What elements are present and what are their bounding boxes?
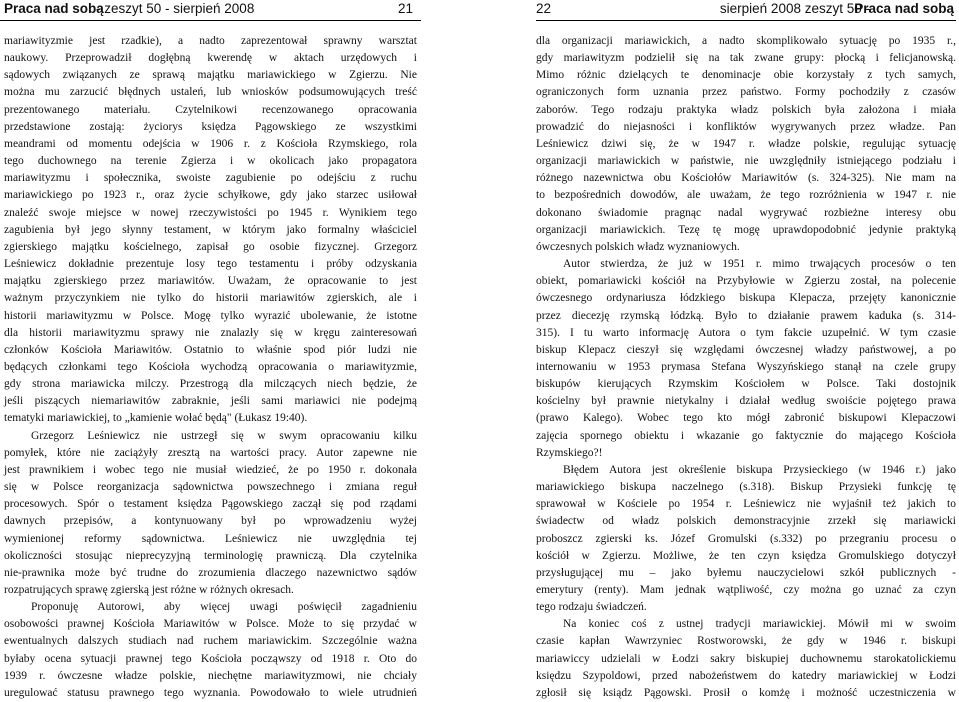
text-line: mariawickiego biskupa naczelnego (s.318). Biskup Przysieki funkcję tę	[536, 481, 956, 494]
text-line: zgierskiego majątku kościelnego, zapisał go osobie fizycznej. Grzegorz	[4, 240, 417, 253]
left-page-header	[0, 0, 421, 21]
text-line: mariawickiego po 1923 r., oraz życie schyłkowe, gdy jako starzec usiłował	[4, 189, 417, 202]
text-line: Na koniec coś z ustnej tradycji mariawickiej. Mówił mi w swoim	[563, 618, 956, 631]
text-line: mariawityzmu i społecznika, swoiste zagubienie po odejściu z ruchu	[4, 172, 417, 185]
text-line: naukowy. Przeprowadził dogłębną kwerendę w aktach urzędowych i	[4, 52, 417, 65]
text-line: organizacji mariawickich. Tezę tę mogę uprawdopodobnić jedynie praktyką	[536, 223, 956, 236]
text-line: ewentualnych dalszych studiach nad ruchem mariawickim. Szczególnie ważna	[4, 635, 417, 648]
text-line: dawnych przepisów, a kontynuowany był po wprowadzeniu wyżej	[4, 515, 417, 528]
text-line: 315). I tu warto informację Autora o tym fakcie uzupełnić. W tym czasie	[536, 326, 956, 339]
text-line: przedstawione zostają: życiorys księdza Pągowskiego ze wszystkimi	[4, 120, 417, 133]
text-line: gdy strona mariawicka milczy. Przestrogą dla milczących niech będzie, że	[4, 378, 417, 391]
right-page	[536, 0, 956, 699]
text-line: uregulować statusu prawnego tego wyznania. Powodowało to wiele utrudnień	[4, 686, 417, 699]
text-line: czasie kapłan Wawrzyniec Rostworowski, że gdy w 1946 r. biskupi	[536, 635, 956, 648]
text-line: nie-prawnika może być trudne do zrozumienia dlaczego nazewnictwo sądów	[4, 566, 417, 579]
text-line: ważnym przyczynkiem nie tylko do historii mariawitów zgierskich, ale i	[4, 292, 417, 305]
text-line: księdzu Szypoldowi, przed nabożeństwem do katedry mariawickiej w Łodzi	[536, 669, 956, 682]
text-line: zajęcia spornego obiektu i wkazanie go faktycznie do mającego Kościoła	[536, 429, 956, 442]
text-line: jest prawnikiem i wobec tego nie musiał wiedzieć, że po 1950 r. dokonała	[4, 463, 417, 476]
text-line: internowaniu w 1953 prymasa Stefana Wyszyńskiego stanął na czele grupy	[536, 360, 956, 373]
text-line: przysługującej mu – jako byłemu nauczycielowi szkół publicznych -	[536, 566, 956, 579]
left-body-text	[4, 33, 417, 702]
text-line: dla historii mariawityzmu sprawy nie znalazły się w kręgu zainteresowań	[4, 326, 417, 339]
text-line: biskupów kierujących Rzymskim Kościołem w Polsce. Taki dostojnik	[536, 378, 956, 391]
text-line: ograniczonych form uznania przez państwo. Formy pochodziły z czasów	[536, 86, 956, 99]
text-line: rozpatrujących sprawę zgierską jest różne w różnych okresach.	[4, 584, 294, 596]
text-line: zgłosił się ksiądz Pągowski. Prosił o komżę i możność uczestniczenia w	[536, 686, 956, 699]
text-line: świadectw od władz polskich demonstracyjnie zrzekł się mariawicki	[536, 515, 956, 528]
text-line: mariawityzmie jest rzadkie), a nadto zaprezentował sprawny warsztat	[4, 35, 417, 47]
text-line: prowadzić do niejasności i konfliktów wygrywanych przez władze. Pan	[536, 120, 956, 133]
text-line: historii mariawityzmu w Polsce. Mogę tylko wyrazić ubolewanie, że istotne	[4, 309, 417, 322]
page-number: 21	[397, 1, 413, 16]
text-line: zaborów. Tego rodzaju praktyka władz polskich była założona i miała	[536, 103, 956, 116]
series-info: sierpień 2008 zeszyt 50 -	[719, 1, 870, 16]
text-line: członków Kościoła Mariawitów. Ostatnio to właśnie spod piór ludzi nie	[4, 343, 417, 356]
text-line: tematyki mariawickiej, to „kamienie wołać będą" (Łukasz 19:40).	[4, 412, 308, 425]
text-line: można mu zarzucić błędnych ustaleń, lub wniosków podsumowujących treść	[4, 86, 417, 99]
text-line: będących członkami tego Kościoła wychodzą opracowania o mariawityzmie,	[4, 360, 417, 373]
text-line: się w Polsce reorganizacja sądownictwa powszechnego i zmiana reguł	[4, 481, 417, 494]
text-line: 1939 r. ówczesne władze polskie, niechętne mariawityzmowi, nie chciały	[4, 669, 417, 682]
text-line: tego duchownego na terenie Zgierza i w okolicach jako propagatora	[4, 155, 417, 168]
left-page	[0, 0, 421, 699]
text-line: sądowych związanych ze sprawą majątku mariawickiego w Zgierzu. Nie	[4, 69, 417, 82]
text-line: wymienionej reformy sądownictwa. Leśniewicz nie uwzględnia tej	[4, 532, 417, 545]
text-line: byłaby ocena sytuacji prawnej tego Kościoła począwszy od 1918 r. Oto do	[4, 652, 417, 665]
text-line: prezentowanego materiału. Czytelnikowi recenzowanego opracowania	[4, 103, 417, 116]
right-page-header	[536, 0, 956, 21]
text-line: przez diecezję rzymską łódzką. Było to działanie prawem kaduka (s. 314-	[536, 309, 956, 322]
text-line: (prawo Kalego). Wobec tego kto mógł zabronić biskupowi Klepaczowi	[536, 412, 956, 425]
text-line: proboszcz zgierski ks. Józef Gromulski (s.332) po przegraniu procesu o	[536, 532, 956, 545]
text-line: dokonano świadomie pragnąc nadal wygrywać rozbieżne interesy obu	[536, 206, 956, 219]
text-line: różnego nazewnictwa obu Kościołów Mariawitów (s. 324-325). Nie mam na	[536, 172, 956, 185]
series-info: - zeszyt 50 - sierpień 2008	[96, 1, 255, 16]
text-line: obiekt, pomariawicki kościół na Przybyłowie w Zgierzu został, na polecenie	[536, 275, 956, 288]
text-line: Leśniewicz dokładnie prezentuje losy tego testamentu i próby odzyskania	[4, 258, 417, 271]
text-line: ówczesnych polskich władz wyznaniowych.	[536, 240, 740, 253]
text-line: kościelny był prawnie nietykalny i działał według swoiście pojętego prawa	[536, 395, 956, 408]
text-line: organizacji mariawickich w państwie, nie uwzględniły istniejącego podziału i	[536, 155, 956, 168]
text-line: meandrami od momentu odejścia w 1906 r. z Kościoła Rzymskiego, rola	[4, 137, 417, 150]
text-line: Błędem Autora jest określenie biskupa Przysieckiego (w 1946 r.) jako	[563, 463, 956, 476]
text-line: to bezpośrednich dowodów, ale uważam, że tego rozróżnienia w 1947 r. nie	[536, 189, 956, 202]
text-line: zagubienia był jego słynny testament, w którym jako formalny właściciel	[4, 223, 417, 236]
text-line: Rzymskiego?!	[536, 446, 603, 459]
page-number: 22	[536, 1, 552, 16]
text-line: mariawiccy udzielali w Łodzi sakry biskupiej duchownemu starokatolickiemu	[536, 652, 956, 665]
text-line: kościół w Zgierzu. Możliwe, że ten czyn księdza Gromulskiego dotyczył	[536, 549, 956, 562]
text-line: biskup Klepacz cieszył się względami ówczesnej władzy państwowej, a po	[536, 343, 956, 356]
text-line: jeśli piszących niemariawitów zabraknie, jeśli sami mariawici nie podejmą	[4, 395, 417, 408]
text-line: pomyłek, które nie zaciążyły zresztą na wartości pracy. Autor zapewne nie	[4, 446, 417, 459]
text-line: osobowości prawnej Kościoła Mariawitów w Polsce. Może to się przydać w	[4, 618, 417, 631]
text-line: majątku zgierskiego przez mariawitów. Uważam, że opracowanie to jest	[4, 275, 417, 288]
text-line: dla organizacji mariawickich, a nadto skomplikowało sytuację po 1935 r.,	[536, 35, 956, 47]
text-line: Grzegorz Leśniewicz nie ustrzegł się w swym opracowaniu kilku	[31, 429, 417, 442]
text-line: tego rodzaju świadczeń.	[536, 601, 647, 614]
text-line: procesowych. Spór o testament księdza Pągowskiego zaczął się pod rządami	[4, 498, 417, 511]
text-line: znaleźć swoje miejsce w nowej rzeczywistości po 1945 r. Wynikiem tego	[4, 206, 417, 219]
text-line: Autor stwierdza, że już w 1951 r. mimo trwających procesów o ten	[563, 258, 956, 271]
text-line: Leśniewicz dziwi się, że w 1947 r. władze polskie, regulując sytuację	[536, 137, 956, 150]
text-line: gdy mariawityzm podzielił się na tak zwane grupy: płocką i felicjanowską.	[536, 52, 956, 65]
right-body-text	[536, 33, 956, 702]
text-line: Mimo różnic dzielących te denominacje obie korzystały z tych samych,	[536, 69, 956, 82]
text-line: emerytury (renty). Mam jednak wątpliwość, czy można go uznać za czyn	[536, 584, 956, 596]
series-title: Praca nad sobą	[854, 1, 954, 16]
text-line: okoliczności stosując nieprecyzyjną terminologię prawniczą. Dla czytelnika	[4, 549, 417, 562]
series-title: Praca nad sobą	[4, 1, 104, 16]
text-line: ówczesnego ordynariusza łódzkiego biskupa Klepacza, przejęty kanonicznie	[536, 292, 956, 305]
text-line: sprawował w Kościele po 1954 r. Leśniewicz nie wyjaśnił też jakich to	[536, 498, 956, 511]
text-line: Proponuję Autorowi, aby więcej uwagi poświęcił zagadnieniu	[31, 601, 417, 614]
